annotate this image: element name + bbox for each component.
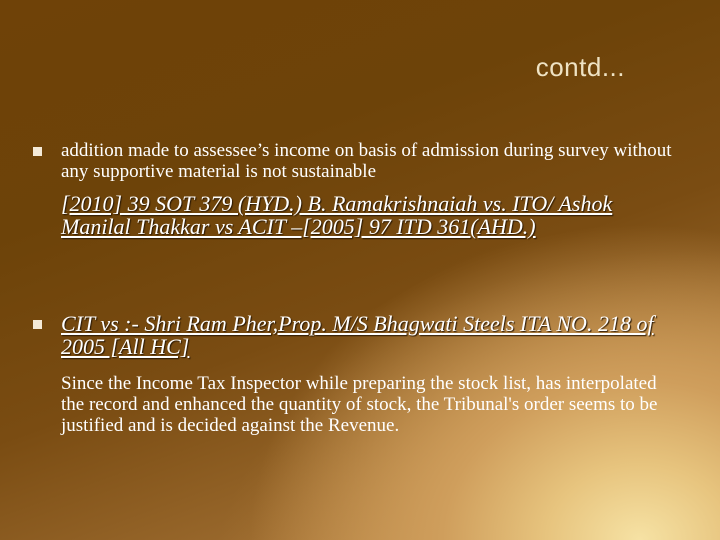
bullet-marker-2: [33, 320, 42, 329]
bullet-1-citation: [2010] 39 SOT 379 (HYD.) B. Ramakrishnaiah vs. ITO/ Ashok Manilal Thakkar vs ACIT –[2005] 97 ITD 361(AHD.): [61, 191, 613, 239]
slide-title: contd...: [535, 52, 625, 82]
bullet-1-text: addition made to assessee’s income on basis of admission during survey without any supportive material is not sustainable: [61, 140, 672, 182]
bullet-2-text: Since the Income Tax Inspector while preparing the stock list, has interpolated the record and enhanced the quantity of stock, the Tribunal's order seems to be justified and is decided against the Revenue.: [61, 373, 658, 436]
bullet-2-citation: CIT vs :- Shri Ram Pher,Prop. M/S Bhagwati Steels ITA NO. 218 of 2005 [All HC]: [61, 311, 654, 359]
bullet-marker-1: [33, 147, 42, 156]
